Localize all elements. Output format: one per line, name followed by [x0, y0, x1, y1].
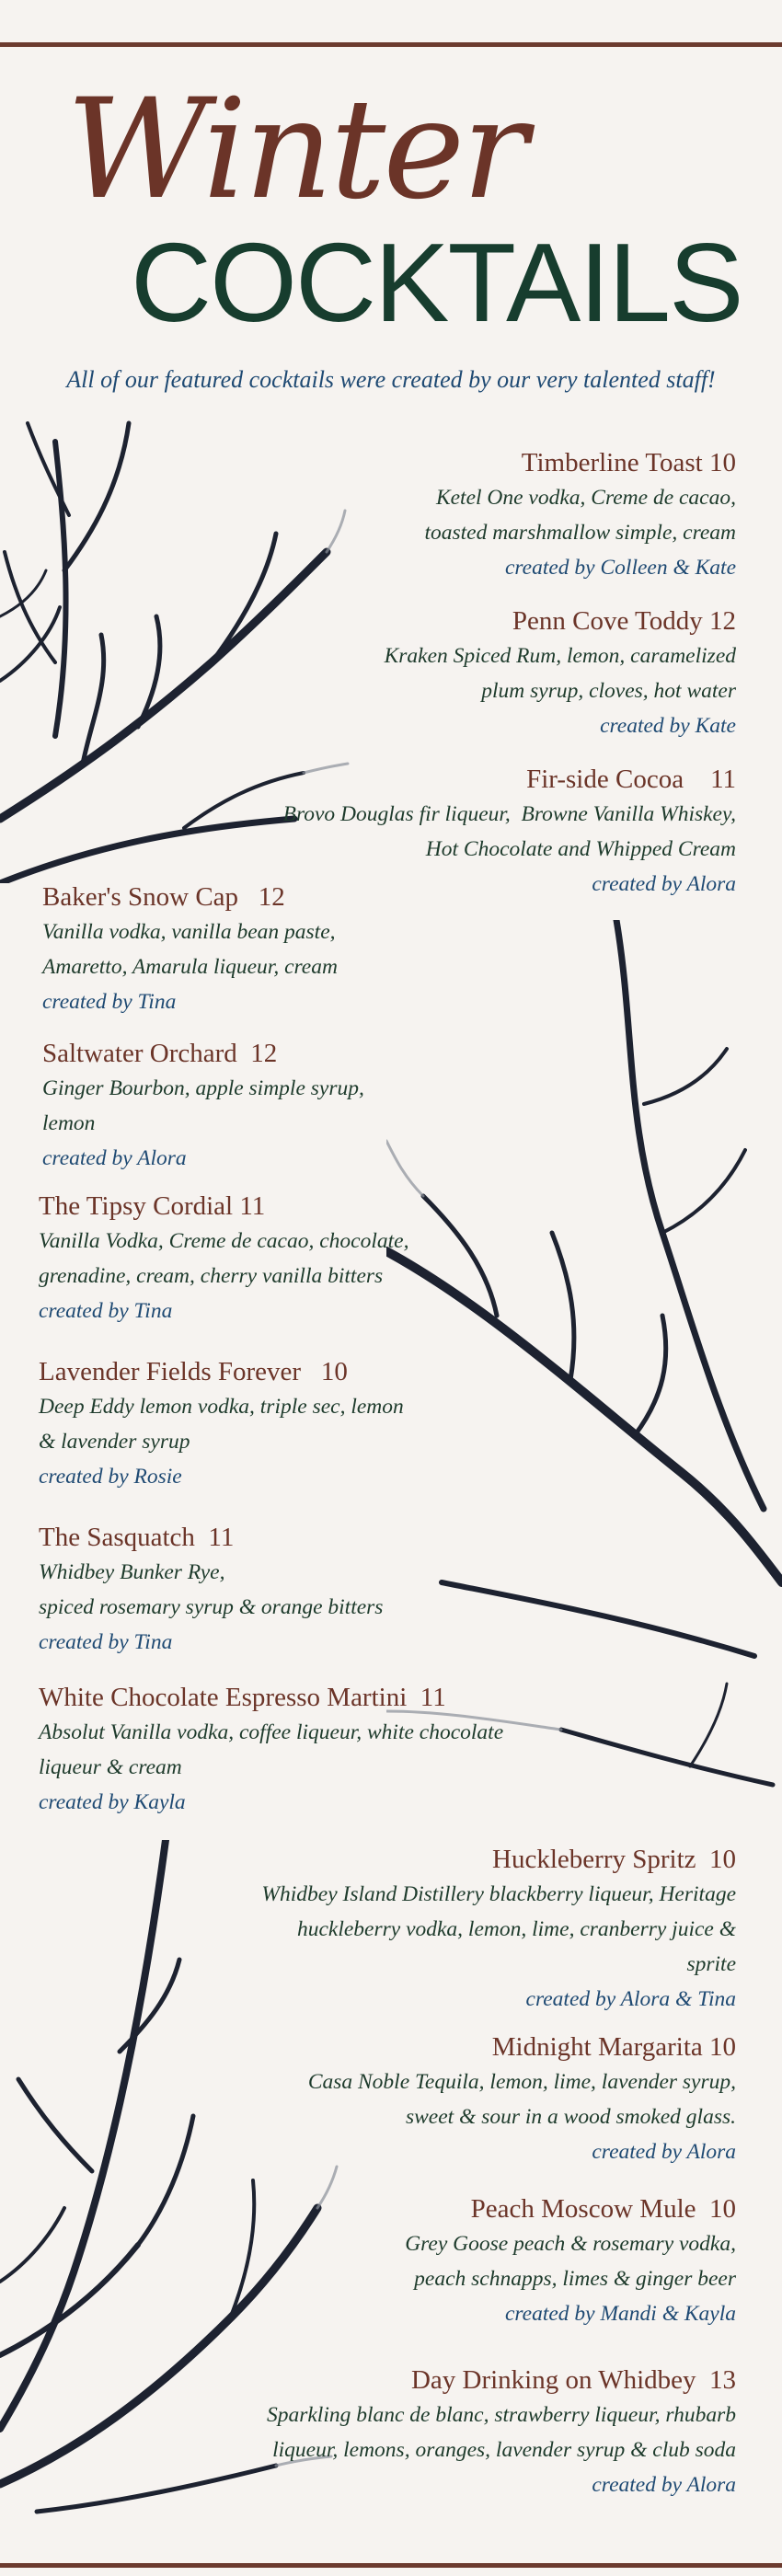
- menu-item-huckleberry-spritz: [261, 1842, 736, 2017]
- cocktail-description: Casa Noble Tequila, lemon, lime, lavender syrup,: [307, 2070, 736, 2094]
- bottom-border-rule: [0, 2563, 782, 2568]
- title-winter: Winter: [66, 70, 525, 230]
- cocktail-name: The Tipsy Cordial 11: [39, 1191, 266, 1221]
- cocktail-credit: created by Alora & Tina: [525, 1987, 736, 2011]
- cocktail-description: Hot Chocolate and Whipped Cream: [425, 837, 736, 861]
- cocktail-description: lemon: [42, 1111, 96, 1135]
- cocktail-description: peach schnapps, limes & ginger beer: [414, 2267, 736, 2291]
- cocktail-name: The Sasquatch 11: [39, 1523, 235, 1552]
- cocktail-description: Ketel One vodka, Creme de cacao,: [435, 486, 736, 510]
- cocktail-name: Midnight Margarita 10: [491, 2032, 736, 2062]
- tree-branch-middle-right-icon: [386, 920, 782, 1803]
- menu-item-midnight-margarita: [308, 2030, 736, 2169]
- tagline: All of our featured cocktails were created by our very talented staff!: [66, 366, 716, 393]
- cocktail-name: Peach Moscow Mule 10: [470, 2194, 736, 2224]
- menu-item-timberline-toast: [424, 445, 736, 585]
- cocktail-credit: created by Tina: [42, 990, 177, 1014]
- cocktail-credit: created by Kayla: [39, 1790, 186, 1814]
- cocktail-description: liqueur, lemons, oranges, lavender syrup & club soda: [272, 2438, 736, 2462]
- cocktail-credit: created by Alora: [592, 2473, 736, 2497]
- menu-item-saltwater-orchard: [42, 1036, 364, 1176]
- cocktail-description: Whidbey Island Distillery blackberry liqueur, Heritage: [261, 1882, 736, 1906]
- cocktail-credit: created by Tina: [39, 1630, 173, 1654]
- cocktail-name: White Chocolate Espresso Martini 11: [39, 1683, 446, 1712]
- cocktail-description: Sparkling blanc de blanc, strawberry liqueur, rhubarb: [266, 2403, 736, 2427]
- cocktail-description: Brovo Douglas fir liqueur, Browne Vanilla Whiskey,: [282, 802, 736, 826]
- cocktail-description: Vanilla Vodka, Creme de cacao, chocolate,: [39, 1229, 409, 1253]
- menu-item-day-drinking-on-whidbey: [267, 2363, 736, 2502]
- menu-item-bakers-snow-cap: [42, 880, 338, 1019]
- cocktail-name: Fir-side Cocoa 11: [526, 765, 736, 794]
- cocktail-credit: created by Mandi & Kayla: [504, 2302, 736, 2326]
- cocktail-description: plum syrup, cloves, hot water: [481, 679, 736, 703]
- cocktail-name: Timberline Toast 10: [521, 448, 736, 477]
- cocktail-description: toasted marshmallow simple, cream: [424, 521, 736, 545]
- menu-item-white-chocolate-espresso-martini: [39, 1680, 503, 1820]
- cocktail-description: grenadine, cream, cherry vanilla bitters: [39, 1264, 384, 1288]
- cocktail-description: & lavender syrup: [39, 1430, 190, 1454]
- menu-item-lavender-fields-forever: [39, 1354, 404, 1494]
- cocktail-description: sprite: [686, 1952, 736, 1976]
- cocktail-credit: created by Kate: [600, 714, 736, 738]
- cocktail-description: Whidbey Bunker Rye,: [39, 1560, 225, 1584]
- menu-item-fir-side-cocoa: [283, 762, 736, 902]
- cocktail-credit: created by Colleen & Kate: [504, 556, 736, 580]
- top-border-rule: [0, 42, 782, 47]
- menu-item-the-sasquatch: [39, 1520, 383, 1660]
- cocktail-name: Penn Cove Toddy 12: [512, 606, 736, 636]
- cocktail-credit: created by Rosie: [39, 1465, 182, 1489]
- cocktail-credit: created by Alora: [42, 1146, 187, 1170]
- cocktail-description: Deep Eddy lemon vodka, triple sec, lemon: [39, 1395, 404, 1419]
- menu-item-tipsy-cordial: [39, 1189, 408, 1328]
- cocktail-name: Baker's Snow Cap 12: [42, 882, 285, 912]
- cocktail-description: Vanilla vodka, vanilla bean paste,: [42, 920, 336, 944]
- cocktail-credit: created by Tina: [39, 1299, 173, 1323]
- cocktail-description: spiced rosemary syrup & orange bitters: [39, 1595, 384, 1619]
- cocktail-description: Kraken Spiced Rum, lemon, caramelized: [384, 644, 736, 668]
- cocktail-description: Ginger Bourbon, apple simple syrup,: [42, 1076, 364, 1100]
- cocktail-name: Lavender Fields Forever 10: [39, 1357, 348, 1386]
- cocktail-description: Amaretto, Amarula liqueur, cream: [42, 955, 338, 979]
- cocktail-description: liqueur & cream: [39, 1755, 182, 1779]
- cocktail-credit: created by Alora: [592, 872, 736, 896]
- cocktail-name: Day Drinking on Whidbey 13: [410, 2365, 736, 2395]
- cocktail-description: Grey Goose peach & rosemary vodka,: [405, 2232, 736, 2256]
- menu-item-penn-cove-toddy: [385, 604, 736, 743]
- cocktail-description: Absolut Vanilla vodka, coffee liqueur, white chocolate: [39, 1720, 504, 1744]
- cocktail-name: Huckleberry Spritz 10: [492, 1845, 736, 1874]
- title-cocktails: COCKTAILS: [131, 220, 742, 345]
- cocktail-description: sweet & sour in a wood smoked glass.: [405, 2105, 736, 2129]
- menu-item-peach-moscow-mule: [405, 2191, 736, 2331]
- cocktail-description: huckleberry vodka, lemon, lime, cranberry juice &: [296, 1917, 736, 1941]
- cocktail-name: Saltwater Orchard 12: [42, 1039, 278, 1068]
- cocktail-credit: created by Alora: [592, 2140, 736, 2164]
